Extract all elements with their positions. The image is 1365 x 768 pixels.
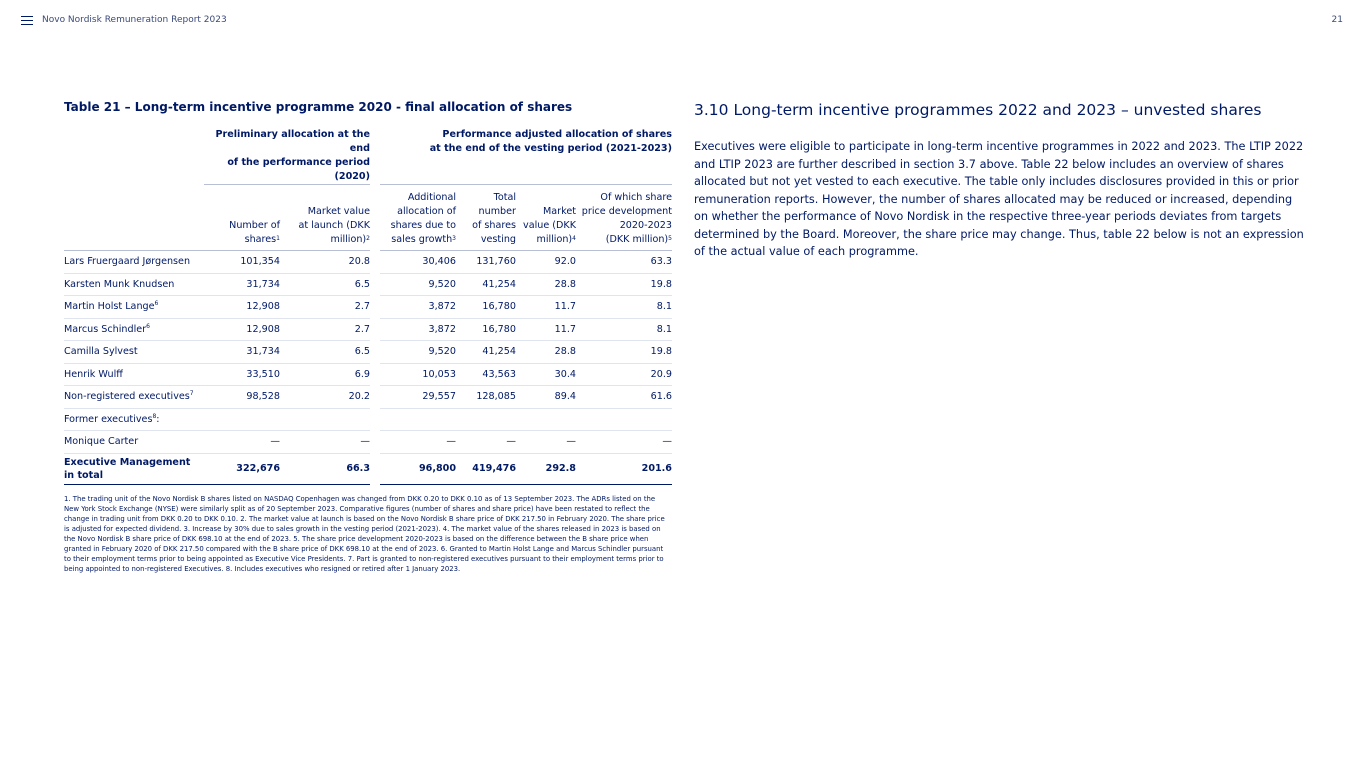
table-cell: [576, 408, 672, 431]
table-cell: —: [516, 431, 576, 454]
table-title: Table 21 – Long-term incentive programme 2020 - final allocation of shares: [64, 100, 573, 114]
table-cell: 61.6: [576, 386, 672, 409]
gap-cell: [370, 296, 380, 319]
top-bar: [0, 0, 1365, 42]
table-cell: [456, 408, 516, 431]
table-cell: 30.4: [516, 363, 576, 386]
report-title[interactable]: Novo Nordisk Remuneration Report 2023: [42, 15, 227, 25]
gap-cell: [370, 408, 380, 431]
group-header-performance: Performance adjusted allocation of shares at the end of the vesting period (2021-2023): [380, 128, 672, 185]
row-label: Karsten Munk Knudsen: [64, 273, 204, 296]
table-cell: 9,520: [380, 341, 456, 364]
former-executives-row: [64, 408, 672, 431]
table-cell: 41,254: [456, 273, 516, 296]
table-row: [64, 296, 672, 319]
table-footnotes: 1. The trading unit of the Novo Nordisk B shares listed on NASDAQ Copenhagen was changed from DKK 0.20 to DKK 0.10 as of 13 September 2023. The ADRs listed on the New York Stock Exchange (NYSE) were similarly split as of 20 September 2023. Comparative figures (number of shares and share price) have been restated to reflect the change in trading unit from DKK 0.20 to DKK 0.10. 2. The market value at launch is based on the Novo Nordisk B share price of DKK 217.50 in February 2020. The share price is adjusted for expected dividend. 3. Increase by 30% due to sales growth in the vesting period (2021-2023). 4. The market value of the shares released in 2023 is based on the Novo Nordisk B share price of DKK 698.10 at the end of 2023. 5. The share price development 2020-2023 is based on the difference between the B share price when granted in February 2020 of DKK 217.50 compared with the B share price of DKK 698.10 at the end of 2023. 6. Granted to Martin Holst Lange and Marcus Schindler pursuant to their employment terms prior to being appointed as Executive Vice Presidents. 7. Part is granted to non-registered executives pursuant to their employment terms prior to being appointed to non-registered Executives. 8. Includes executives who resigned or retired after 1 January 2023.: [64, 494, 665, 573]
table-cell: [204, 408, 280, 431]
table-cell: 20.2: [280, 386, 370, 409]
group-header-row: [64, 128, 672, 185]
row-label: Lars Fruergaard Jørgensen: [64, 251, 204, 274]
table-cell: 9,520: [380, 273, 456, 296]
table-cell: 98,528: [204, 386, 280, 409]
row-label: Executive Management in total: [64, 453, 204, 484]
gap-cell: [370, 386, 380, 409]
row-label: Former executives$^8$:: [64, 408, 204, 431]
page-number: 21: [1331, 15, 1343, 25]
table-cell: 322,676: [204, 453, 280, 484]
table-cell: 92.0: [516, 251, 576, 274]
table-cell: 29,557: [380, 386, 456, 409]
gap-cell: [370, 453, 380, 484]
row-label: Monique Carter: [64, 431, 204, 454]
table-cell: 12,908: [204, 296, 280, 319]
column-header: Number of shares$^1$: [204, 185, 280, 251]
table-cell: 96,800: [380, 453, 456, 484]
section-title: 3.10 Long-term incentive programmes 2022 and 2023 – unvested shares: [694, 101, 1262, 119]
gap-cell: [370, 185, 380, 251]
row-label: Camilla Sylvest: [64, 341, 204, 364]
table-row: [64, 251, 672, 274]
table-cell: 128,085: [456, 386, 516, 409]
table-row: [64, 341, 672, 364]
table-cell: 8.1: [576, 296, 672, 319]
table-cell: —: [204, 431, 280, 454]
table-cell: —: [380, 431, 456, 454]
gap-cell: [370, 431, 380, 454]
table-cell: 89.4: [516, 386, 576, 409]
table-cell: 31,734: [204, 341, 280, 364]
gap-cell: [370, 363, 380, 386]
table-cell: 419,476: [456, 453, 516, 484]
table-cell: 19.8: [576, 273, 672, 296]
gap-cell: [370, 273, 380, 296]
column-header: Total number of shares vesting: [456, 185, 516, 251]
table-row: [64, 363, 672, 386]
table-cell: 201.6: [576, 453, 672, 484]
table-cell: 101,354: [204, 251, 280, 274]
table-cell: 30,406: [380, 251, 456, 274]
total-row: [64, 453, 672, 484]
table-cell: —: [280, 431, 370, 454]
table-cell: 19.8: [576, 341, 672, 364]
gap-cell: [370, 341, 380, 364]
table-cell: 28.8: [516, 341, 576, 364]
table-cell: 66.3: [280, 453, 370, 484]
table-cell: [516, 408, 576, 431]
table-cell: 43,563: [456, 363, 516, 386]
row-label: Non-registered executives$^7$: [64, 386, 204, 409]
table-cell: [280, 408, 370, 431]
table-row: [64, 386, 672, 409]
table-cell: 28.8: [516, 273, 576, 296]
table-cell: 11.7: [516, 296, 576, 319]
gap-cell: [370, 318, 380, 341]
table-cell: —: [576, 431, 672, 454]
table-row: [64, 318, 672, 341]
hamburger-menu-icon[interactable]: [21, 16, 33, 26]
table-cell: 63.3: [576, 251, 672, 274]
table-21-section: [64, 100, 672, 574]
table-cell: 6.9: [280, 363, 370, 386]
column-header-row: [64, 185, 672, 251]
table-row: [64, 431, 672, 454]
table-cell: 131,760: [456, 251, 516, 274]
table-cell: 12,908: [204, 318, 280, 341]
table-cell: —: [456, 431, 516, 454]
table-cell: 6.5: [280, 273, 370, 296]
column-header: Market value (DKK million)$^4$: [516, 185, 576, 251]
column-header: Of which share price development 2020-2023 (DKK million)$^5$: [576, 185, 672, 251]
table-cell: 20.8: [280, 251, 370, 274]
row-label: Marcus Schindler$^6$: [64, 318, 204, 341]
table-cell: 2.7: [280, 296, 370, 319]
row-label: Henrik Wulff: [64, 363, 204, 386]
gap-cell: [370, 251, 380, 274]
section-3-10: [694, 100, 1306, 261]
column-header: Market value at launch (DKK million)$^2$: [280, 185, 370, 251]
table-cell: 33,510: [204, 363, 280, 386]
row-label: Martin Holst Lange$^6$: [64, 296, 204, 319]
table-cell: 16,780: [456, 296, 516, 319]
table-cell: 6.5: [280, 341, 370, 364]
table-cell: 3,872: [380, 296, 456, 319]
group-header-preliminary: Preliminary allocation at the end of the performance period (2020): [204, 128, 370, 185]
name-column-header: [64, 185, 204, 251]
table-cell: 3,872: [380, 318, 456, 341]
table-cell: 8.1: [576, 318, 672, 341]
column-header: Additional allocation of shares due to sales growth$^3$: [380, 185, 456, 251]
table-cell: 31,734: [204, 273, 280, 296]
table-cell: 41,254: [456, 341, 516, 364]
table-cell: 292.8: [516, 453, 576, 484]
table-row: [64, 273, 672, 296]
allocation-table: [64, 128, 672, 485]
table-cell: 10,053: [380, 363, 456, 386]
table-body: [64, 251, 672, 485]
table-cell: 20.9: [576, 363, 672, 386]
table-cell: 11.7: [516, 318, 576, 341]
table-cell: 16,780: [456, 318, 516, 341]
table-cell: 2.7: [280, 318, 370, 341]
table-cell: [380, 408, 456, 431]
section-body: Executives were eligible to participate in long-term incentive programmes in 2022 and 2023. The LTIP 2022 and LTIP 2023 are further described in section 3.7 above. Table 22 below includes an overview of shares allocated but not yet vested to each executive. The table only includes disclosures provided in this or prior remuneration reports. However, the number of shares allocated may be reduced or increased, depending on whether the performance of Novo Nordisk in the respective three-year periods deviates from targets determined by the Board. Moreover, the share price may change. Thus, table 22 below is not an expression of the actual value of each programme.: [694, 140, 1304, 258]
